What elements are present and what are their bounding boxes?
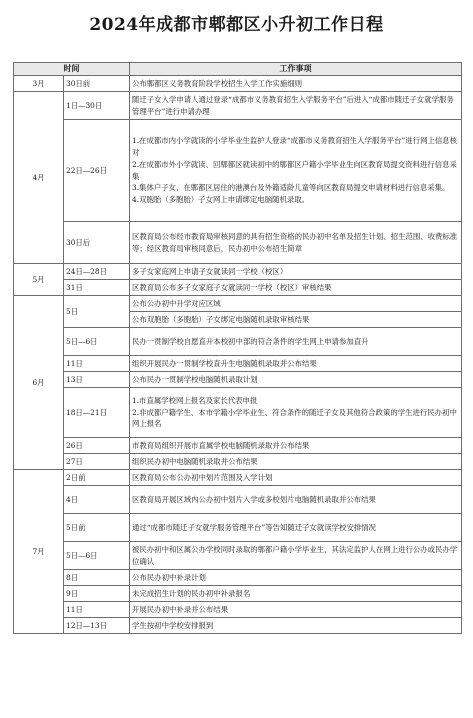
schedule-body [14,76,462,634]
table-row [14,296,462,312]
date-cell: 5日前 [64,514,130,542]
date-cell: 5日 [64,296,130,328]
task-cell: 区教育局开展区域内公办初中划片入学或多校划片电脑随机录取并公布结果 [130,486,462,514]
date-cell: 30日前 [64,76,130,92]
table-row [14,438,462,454]
table-row [14,618,462,634]
date-cell: 1日—30日 [64,92,130,120]
table-row [14,264,462,280]
task-cell: 多子女家庭网上申请子女就读同一学校（校区） [130,264,462,280]
task-cell: 公布公办初中升学对应区域 [130,296,462,312]
task-cell: 区教育局公布经市教育局审核同意的具有招生资格的民办初中名单及招生计划、招生范围、收费标准等；经区教育局审核同意后，民办初中公布招生简章 [130,222,462,264]
schedule-table [13,62,462,634]
task-cell: 组织民办初中电脑随机录取并公布结果 [130,454,462,470]
document-title: 2024年成都市郫都区小升初工作日程 [89,15,384,35]
task-cell: 公布民办初中补录计划 [130,570,462,586]
table-row [14,586,462,602]
date-cell: 2日前 [64,470,130,486]
table-header-row [14,63,462,76]
month-cell: 7月 [14,470,64,634]
month-cell: 6月 [14,296,64,470]
month-cell: 4月 [14,92,64,264]
date-cell: 13日 [64,372,130,388]
task-cell: 通过“成都市随迁子女就学服务管理平台”等告知随迁子女就读学校安排情况 [130,514,462,542]
table-row [14,470,462,486]
task-cell: 未完成招生计划的民办初中补录报名 [130,586,462,602]
table-row [14,76,462,92]
date-cell: 8日 [64,570,130,586]
date-cell: 30日后 [64,222,130,264]
task-cell: 公布民办一贯制学校电脑随机录取计划 [130,372,462,388]
task-cell: 学生按初中学校安排报到 [130,618,462,634]
task-cell: 开展民办初中补录并公布结果 [130,602,462,618]
table-row [14,92,462,120]
date-cell: 24日—28日 [64,264,130,280]
task-cell: 组织开展民办一贯制学校直升生电脑随机录取并公布结果 [130,356,462,372]
table-row [14,514,462,542]
task-cell: 区教育局公布多子女家庭子女就读同一学校（校区）审核结果 [130,280,462,296]
date-cell: 4日 [64,486,130,514]
table-row [14,542,462,570]
table-row [14,328,462,356]
table-row [14,280,462,296]
task-cell: 公布双胞胎（多胞胎）子女绑定电脑随机录取审核结果 [130,312,462,328]
table-row [14,454,462,470]
date-cell: 5日—6日 [64,328,130,356]
table-row [14,602,462,618]
task-cell: 市教育局组织开展市直属学校电脑随机录取并公布结果 [130,438,462,454]
table-row [14,356,462,372]
date-cell: 18日—21日 [64,388,130,438]
table-row [14,120,462,222]
date-cell: 26日 [64,438,130,454]
task-cell: 区教育局公布公办初中划片范围及入学计划 [130,470,462,486]
date-cell: 11日 [64,602,130,618]
task-cell: 民办一贯制学校自愿直升本校初中部的符合条件的学生网上申请参加直升 [130,328,462,356]
table-row [14,222,462,264]
header-work-items: 工作事项 [130,63,462,76]
table-row [14,486,462,514]
date-cell: 11日 [64,356,130,372]
table-row [14,570,462,586]
header-time: 时间 [14,63,130,76]
table-row [14,388,462,438]
date-cell: 22日—26日 [64,120,130,222]
task-cell: 被民办初中和区属公办学校同时录取的郫都户籍小学毕业生，其法定监护人在网上进行公办或民办学位确认 [130,542,462,570]
date-cell: 31日 [64,280,130,296]
task-cell: 公布郫都区义务教育阶段学校招生入学工作实施细则 [130,76,462,92]
task-cell: 随迁子女入学申请人通过登录“成都市义务教育招生入学服务平台”后进入“成都市随迁子女就学服务管理平台”进行申请办理 [130,92,462,120]
month-cell: 5月 [14,264,64,296]
date-cell: 12日—13日 [64,618,130,634]
date-cell: 5日—6日 [64,542,130,570]
date-cell: 27日 [64,454,130,470]
task-cell: 1.在成都市内小学就读的小学毕业生监护人登录“成都市义务教育招生入学服务平台”进行网上信息核对 2.在成都市外小学就读、回郫都区就读初中的郫都区户籍小学毕业生向区教育局提交资料进行信息采集 3.集体户子女、在郫都区居住的港澳台及外籍适龄儿童等向区教育局提交申请材料进行信息采集。 4.双胞胎（多胞胎）子女网上申请绑定电脑随机录取。 [130,120,462,222]
date-cell: 9日 [64,586,130,602]
month-cell: 3月 [14,76,64,92]
table-row [14,372,462,388]
task-cell: 1.市直属学校网上报名及家长代表申报 2.非成都户籍学生、本市学籍小学毕业生、符合条件的随迁子女及其他符合政策的学生进行民办初中网上报名 [130,388,462,438]
